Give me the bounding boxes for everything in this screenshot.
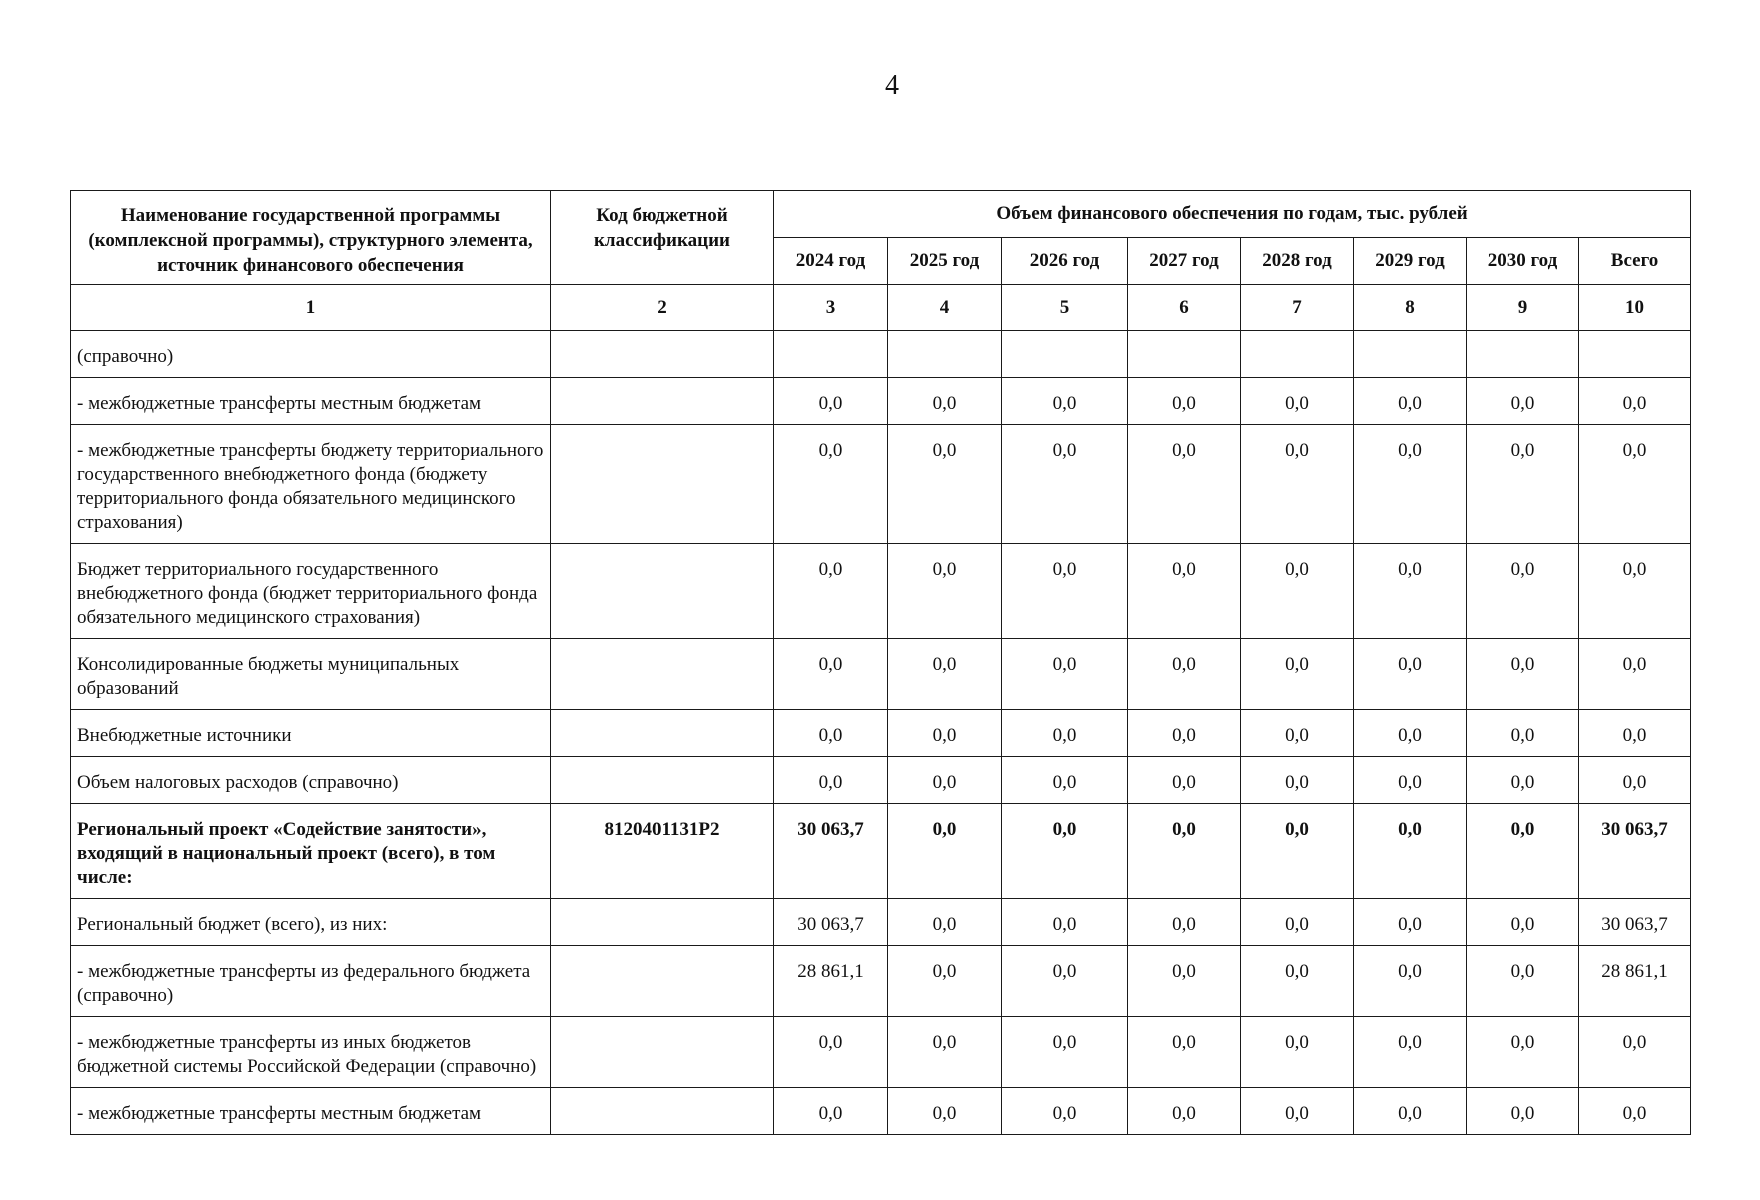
row-value: 0,0 [888, 757, 1002, 804]
table-row [71, 1088, 1691, 1135]
row-value: 0,0 [1002, 804, 1128, 899]
row-total: 30 063,7 [1579, 899, 1691, 946]
row-value: 0,0 [1002, 1017, 1128, 1088]
row-value: 0,0 [1241, 544, 1354, 639]
row-value: 0,0 [1467, 544, 1579, 639]
row-code [551, 710, 774, 757]
row-value: 0,0 [888, 425, 1002, 544]
row-value: 0,0 [1241, 757, 1354, 804]
row-name: Внебюджетные источники [71, 710, 551, 757]
row-value: 0,0 [1467, 710, 1579, 757]
row-total: 0,0 [1579, 1088, 1691, 1135]
row-value: 0,0 [1002, 544, 1128, 639]
header-code: Код бюджетной классификации [551, 191, 774, 285]
row-value: 0,0 [1241, 378, 1354, 425]
header-year: 2028 год [1241, 238, 1354, 285]
row-value: 0,0 [1241, 425, 1354, 544]
row-value: 0,0 [1354, 710, 1467, 757]
row-value: 0,0 [1354, 946, 1467, 1017]
row-value: 0,0 [1128, 757, 1241, 804]
row-value: 0,0 [774, 1017, 888, 1088]
row-total [1579, 331, 1691, 378]
row-value: 28 861,1 [774, 946, 888, 1017]
row-value: 0,0 [1467, 1017, 1579, 1088]
table-row [71, 757, 1691, 804]
row-value: 0,0 [1128, 425, 1241, 544]
row-value: 0,0 [1128, 804, 1241, 899]
table-row [71, 378, 1691, 425]
row-value: 0,0 [1354, 1017, 1467, 1088]
row-value: 30 063,7 [774, 804, 888, 899]
row-value [1002, 331, 1128, 378]
row-value [1128, 331, 1241, 378]
row-name: (справочно) [71, 331, 551, 378]
row-value: 0,0 [1354, 1088, 1467, 1135]
row-value: 0,0 [888, 804, 1002, 899]
row-name: - межбюджетные трансферты из федерального бюджета (справочно) [71, 946, 551, 1017]
row-name: Бюджет территориального государственного внебюджетного фонда (бюджет территориального фонда обязательного медицинского страхования) [71, 544, 551, 639]
row-total: 28 861,1 [1579, 946, 1691, 1017]
row-value: 0,0 [774, 544, 888, 639]
table-row [71, 946, 1691, 1017]
row-value: 0,0 [774, 1088, 888, 1135]
table-header [71, 191, 1691, 331]
column-number: 3 [774, 285, 888, 331]
table-row [71, 1017, 1691, 1088]
row-value: 0,0 [1354, 378, 1467, 425]
row-value: 0,0 [1354, 639, 1467, 710]
row-value: 0,0 [1467, 1088, 1579, 1135]
row-total: 0,0 [1579, 544, 1691, 639]
row-code [551, 899, 774, 946]
table-row [71, 425, 1691, 544]
page-number: 4 [885, 70, 899, 101]
row-value: 0,0 [1002, 710, 1128, 757]
row-name: Региональный проект «Содействие занятости», входящий в национальный проект (всего), в том числе: [71, 804, 551, 899]
row-value: 0,0 [1467, 946, 1579, 1017]
table-body [71, 331, 1691, 1135]
row-value: 0,0 [1241, 639, 1354, 710]
row-value: 0,0 [1354, 425, 1467, 544]
row-value: 0,0 [888, 1088, 1002, 1135]
row-value: 0,0 [888, 710, 1002, 757]
row-name: - межбюджетные трансферты местным бюджетам [71, 1088, 551, 1135]
row-value: 0,0 [774, 639, 888, 710]
row-value [1467, 331, 1579, 378]
row-value: 0,0 [1467, 899, 1579, 946]
row-value: 0,0 [1354, 899, 1467, 946]
row-value: 0,0 [1354, 804, 1467, 899]
header-year: 2029 год [1354, 238, 1467, 285]
row-total: 0,0 [1579, 710, 1691, 757]
row-total: 0,0 [1579, 425, 1691, 544]
row-value: 0,0 [1128, 544, 1241, 639]
row-value: 0,0 [1467, 804, 1579, 899]
row-value: 0,0 [1002, 899, 1128, 946]
row-value: 0,0 [1128, 899, 1241, 946]
header-year: 2027 год [1128, 238, 1241, 285]
row-value [774, 331, 888, 378]
table-row [71, 899, 1691, 946]
row-value: 0,0 [888, 378, 1002, 425]
row-value: 0,0 [1128, 1088, 1241, 1135]
row-total: 0,0 [1579, 1017, 1691, 1088]
header-year: 2026 год [1002, 238, 1128, 285]
header-volume: Объем финансового обеспечения по годам, тыс. рублей [774, 191, 1691, 238]
row-name: Региональный бюджет (всего), из них: [71, 899, 551, 946]
row-value: 0,0 [774, 425, 888, 544]
row-code [551, 946, 774, 1017]
row-value: 0,0 [1002, 639, 1128, 710]
row-total: 30 063,7 [1579, 804, 1691, 899]
row-value: 0,0 [1128, 378, 1241, 425]
row-code [551, 378, 774, 425]
column-number: 2 [551, 285, 774, 331]
row-value: 0,0 [1467, 425, 1579, 544]
row-name: - межбюджетные трансферты местным бюджетам [71, 378, 551, 425]
row-value: 0,0 [888, 946, 1002, 1017]
row-value: 0,0 [1002, 425, 1128, 544]
row-value: 0,0 [774, 378, 888, 425]
column-number: 5 [1002, 285, 1128, 331]
row-value: 0,0 [1467, 757, 1579, 804]
row-value: 0,0 [1467, 639, 1579, 710]
row-value: 0,0 [1128, 946, 1241, 1017]
table-row [71, 331, 1691, 378]
column-number: 1 [71, 285, 551, 331]
row-value: 0,0 [1241, 804, 1354, 899]
row-value: 0,0 [774, 757, 888, 804]
row-code [551, 331, 774, 378]
row-value: 0,0 [888, 639, 1002, 710]
row-code: 8120401131P2 [551, 804, 774, 899]
row-name: - межбюджетные трансферты бюджету территориального государственного внебюджетного фонда (бюджету территориального фонда обязательного медицинского страхования) [71, 425, 551, 544]
row-name: - межбюджетные трансферты из иных бюджетов бюджетной системы Российской Федерации (справочно) [71, 1017, 551, 1088]
row-value: 30 063,7 [774, 899, 888, 946]
row-value: 0,0 [1002, 946, 1128, 1017]
header-year: 2024 год [774, 238, 888, 285]
row-value: 0,0 [1002, 757, 1128, 804]
row-code [551, 639, 774, 710]
column-number: 9 [1467, 285, 1579, 331]
header-year: 2030 год [1467, 238, 1579, 285]
row-value: 0,0 [1128, 710, 1241, 757]
row-value: 0,0 [1241, 946, 1354, 1017]
table-row [71, 804, 1691, 899]
row-value: 0,0 [1467, 378, 1579, 425]
row-total: 0,0 [1579, 757, 1691, 804]
table-row [71, 710, 1691, 757]
row-code [551, 757, 774, 804]
row-value [1354, 331, 1467, 378]
row-value: 0,0 [1354, 544, 1467, 639]
table-row [71, 639, 1691, 710]
row-value: 0,0 [888, 899, 1002, 946]
header-total: Всего [1579, 238, 1691, 285]
row-value: 0,0 [1002, 1088, 1128, 1135]
row-code [551, 1017, 774, 1088]
row-value: 0,0 [1354, 757, 1467, 804]
row-value [1241, 331, 1354, 378]
row-value: 0,0 [888, 1017, 1002, 1088]
row-value: 0,0 [1241, 899, 1354, 946]
row-value: 0,0 [1241, 1017, 1354, 1088]
row-name: Консолидированные бюджеты муниципальных образований [71, 639, 551, 710]
row-value: 0,0 [774, 710, 888, 757]
table-row [71, 544, 1691, 639]
row-code [551, 1088, 774, 1135]
column-number: 8 [1354, 285, 1467, 331]
row-code [551, 425, 774, 544]
row-value [888, 331, 1002, 378]
column-number: 7 [1241, 285, 1354, 331]
row-value: 0,0 [1002, 378, 1128, 425]
column-number: 10 [1579, 285, 1691, 331]
row-total: 0,0 [1579, 378, 1691, 425]
header-year: 2025 год [888, 238, 1002, 285]
row-name: Объем налоговых расходов (справочно) [71, 757, 551, 804]
row-value: 0,0 [1241, 710, 1354, 757]
header-name: Наименование государственной программы (комплексной программы), структурного элемента, источник финансового обеспечения [71, 191, 551, 285]
row-value: 0,0 [1241, 1088, 1354, 1135]
row-total: 0,0 [1579, 639, 1691, 710]
row-value: 0,0 [1128, 1017, 1241, 1088]
row-value: 0,0 [888, 544, 1002, 639]
financing-table [70, 190, 1691, 1135]
row-code [551, 544, 774, 639]
column-number: 4 [888, 285, 1002, 331]
column-number: 6 [1128, 285, 1241, 331]
row-value: 0,0 [1128, 639, 1241, 710]
